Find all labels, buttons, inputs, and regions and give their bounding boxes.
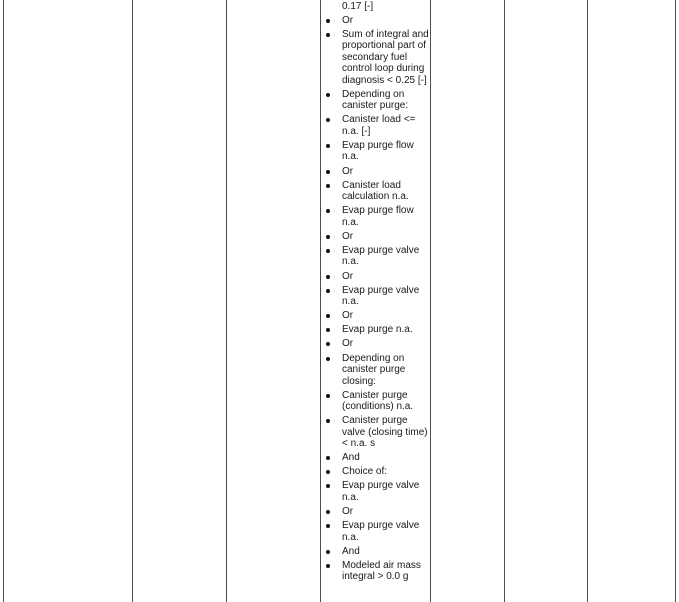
condition-bullet-list: [323, 0, 429, 583]
table-column-border: [430, 0, 431, 602]
list-item: [323, 245, 429, 268]
bullet-icon: [326, 524, 330, 528]
bullet-icon: [326, 456, 330, 460]
list-item: [323, 89, 429, 112]
list-item-text: And: [342, 452, 360, 464]
list-item: [323, 520, 429, 543]
bullet-icon: [326, 93, 330, 97]
list-item-text: Canister purge (conditions) n.a.: [342, 389, 414, 413]
list-item: [323, 0, 429, 12]
bullet-icon: [326, 118, 330, 122]
list-item-text: Canister load <= n.a. [-]: [342, 114, 416, 137]
list-item-text: Canister purge valve (closing time) < n.a. s: [342, 415, 428, 450]
list-item: [323, 560, 429, 583]
list-item-text: Or: [342, 310, 354, 322]
list-item: [323, 285, 429, 308]
bullet-icon: [326, 394, 330, 398]
list-item-text: Evap purge flow n.a.: [342, 205, 414, 228]
list-item-text: Or: [342, 165, 354, 177]
list-item: [323, 114, 429, 137]
list-item-text: Depending on canister purge:: [342, 88, 409, 112]
list-item: [323, 506, 429, 518]
list-item: [323, 452, 429, 464]
list-item: [323, 271, 429, 283]
bullet-icon: [326, 209, 330, 213]
bullet-icon: [326, 170, 330, 174]
list-item: [323, 338, 429, 350]
list-item: [323, 29, 429, 87]
bullet-icon: [326, 328, 330, 332]
bullet-icon: [326, 314, 330, 318]
list-item: [323, 480, 429, 503]
table-column-border: [504, 0, 505, 602]
bullet-icon: [326, 564, 330, 568]
list-item-text: 0.17 [-]: [342, 0, 374, 12]
bullet-icon: [326, 342, 330, 346]
list-item: [323, 390, 429, 413]
list-item-text: Or: [342, 338, 354, 350]
list-item-text: Evap purge flow n.a.: [342, 139, 414, 163]
list-item: [323, 466, 429, 478]
list-item-text: Canister load calculation n.a.: [342, 179, 409, 203]
list-item: [323, 415, 429, 450]
bullet-icon: [326, 357, 330, 361]
bullet-icon: [326, 550, 330, 554]
bullet-icon: [326, 144, 330, 148]
table-cell-conditions: [323, 0, 429, 585]
list-item-text: Or: [342, 506, 354, 518]
list-item: [323, 140, 429, 163]
list-item: [323, 546, 429, 558]
bullet-icon: [326, 510, 330, 514]
table-column-border: [226, 0, 227, 602]
list-item: [323, 15, 429, 27]
list-item-text: Evap purge valve n.a.: [342, 244, 420, 268]
bullet-icon: [326, 33, 330, 37]
list-item-text: Sum of integral and proportional part of secondary fuel control loop during diagnosis < 0.25 [-]: [342, 28, 429, 86]
table-column-border: [675, 0, 676, 602]
bullet-icon: [326, 19, 330, 23]
list-item-text: Modeled air mass integral > 0.0 g: [342, 559, 421, 583]
list-item-text: Evap purge valve n.a.: [342, 284, 420, 308]
list-item-text: And: [342, 545, 360, 557]
bullet-icon: [326, 275, 330, 279]
list-item: [323, 310, 429, 322]
list-item-text: Or: [342, 230, 354, 242]
bullet-icon: [326, 484, 330, 488]
table-column-border: [3, 0, 4, 602]
table-column-border: [587, 0, 588, 602]
bullet-icon: [326, 289, 330, 293]
list-item-text: Depending on canister purge closing:: [342, 352, 406, 387]
list-item: [323, 205, 429, 228]
bullet-icon: [326, 249, 330, 253]
bullet-icon: [326, 470, 330, 474]
list-item: [323, 166, 429, 178]
list-item-text: Or: [342, 270, 354, 282]
list-item-text: Or: [342, 14, 354, 26]
table-column-border: [132, 0, 133, 602]
bullet-icon: [326, 235, 330, 239]
list-item: [323, 324, 429, 336]
list-item-text: Evap purge valve n.a.: [342, 520, 420, 543]
list-item-text: Choice of:: [342, 466, 388, 478]
list-item: [323, 180, 429, 203]
list-item-text: Evap purge n.a.: [342, 324, 413, 336]
list-item: [323, 353, 429, 388]
bullet-icon: [326, 184, 330, 188]
bullet-icon: [326, 419, 330, 423]
list-item: [323, 231, 429, 243]
table-column-border: [320, 0, 321, 602]
list-item-text: Evap purge valve n.a.: [342, 480, 420, 503]
